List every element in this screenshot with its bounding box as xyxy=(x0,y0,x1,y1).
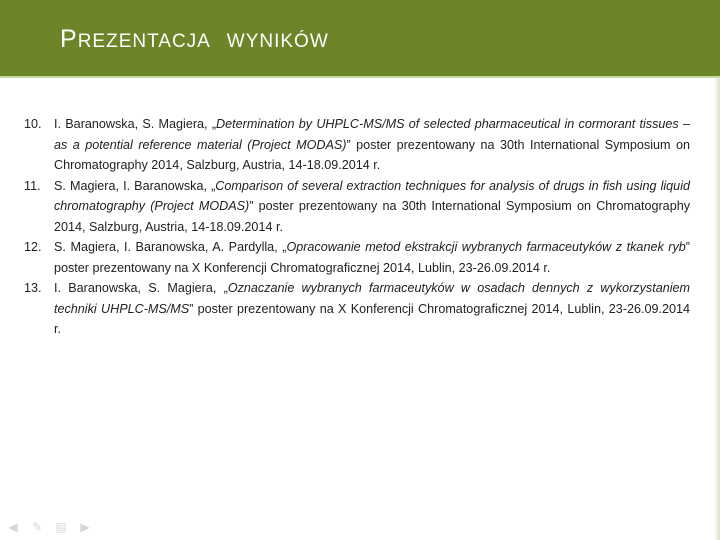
slide-title xyxy=(60,24,329,57)
title-word-1: REZENTACJA xyxy=(77,31,211,52)
reference-number: 13. xyxy=(24,281,42,295)
reference-title: Determination by UHPLC-MS/MS of selected pharmaceutical in cormorant tissues – as a potential reference material (Project MODAS) xyxy=(54,117,690,152)
menu-icon[interactable]: ▤ xyxy=(55,520,67,534)
reference-number: 10. xyxy=(24,117,42,131)
reference-authors: I. Baranowska, S. Magiera, „ xyxy=(54,117,217,131)
slide-content xyxy=(24,114,690,340)
reference-number: 11. xyxy=(24,178,41,193)
reference-number: 12. xyxy=(24,240,42,254)
title-initial: P xyxy=(60,25,78,53)
slide-header xyxy=(0,0,720,78)
reference-details: ” poster prezentowany na 30th International Symposium on Chromatography 2014, Salzburg, Austria, 14-18.09.2014 r. xyxy=(54,199,690,234)
reference-details: ” poster prezentowany na 30th International Symposium on Chromatography 2014, Salzburg, Austria, 14-18.09.2014 r. xyxy=(54,137,690,172)
reference-details: ” poster prezentowany na X Konferencji Chromatograficznej 2014, Lublin, 23-26.09.2014 r. xyxy=(54,301,690,336)
slide-navigation xyxy=(6,520,92,534)
reference-item xyxy=(24,237,690,278)
arrow-right-icon[interactable]: ▶ xyxy=(80,520,90,534)
reference-details: ” poster prezentowany na X Konferencji Chromatograficznej 2014, Lublin, 23-26.09.2014 r. xyxy=(54,240,690,275)
reference-title: Oznaczanie wybranych farmaceutyków w osadach dennych z wykorzystaniem techniki UHPLC-MS/MS xyxy=(54,281,691,316)
reference-authors: I. Baranowska, S. Magiera, „ xyxy=(54,281,228,295)
reference-authors: S. Magiera, I. Baranowska, A. Pardylla, „ xyxy=(54,240,287,254)
title-word-2: WYNIKÓW xyxy=(226,31,329,52)
reference-title: Comparison of several extraction techniques for analysis of drugs in fish using liquid chromatography (Project MODAS) xyxy=(54,178,690,213)
reference-title: Opracowanie metod ekstrakcji wybranych farmaceutyków z tkanek ryb xyxy=(286,240,686,254)
reference-list xyxy=(24,114,690,340)
arrow-left-icon[interactable]: ◀ xyxy=(8,520,18,534)
reference-authors: S. Magiera, I. Baranowska, „ xyxy=(54,178,216,193)
right-edge-decoration xyxy=(714,78,720,540)
reference-item xyxy=(24,278,690,340)
reference-item xyxy=(24,176,690,238)
pen-icon[interactable]: ✎ xyxy=(31,520,43,534)
reference-item xyxy=(24,114,690,176)
